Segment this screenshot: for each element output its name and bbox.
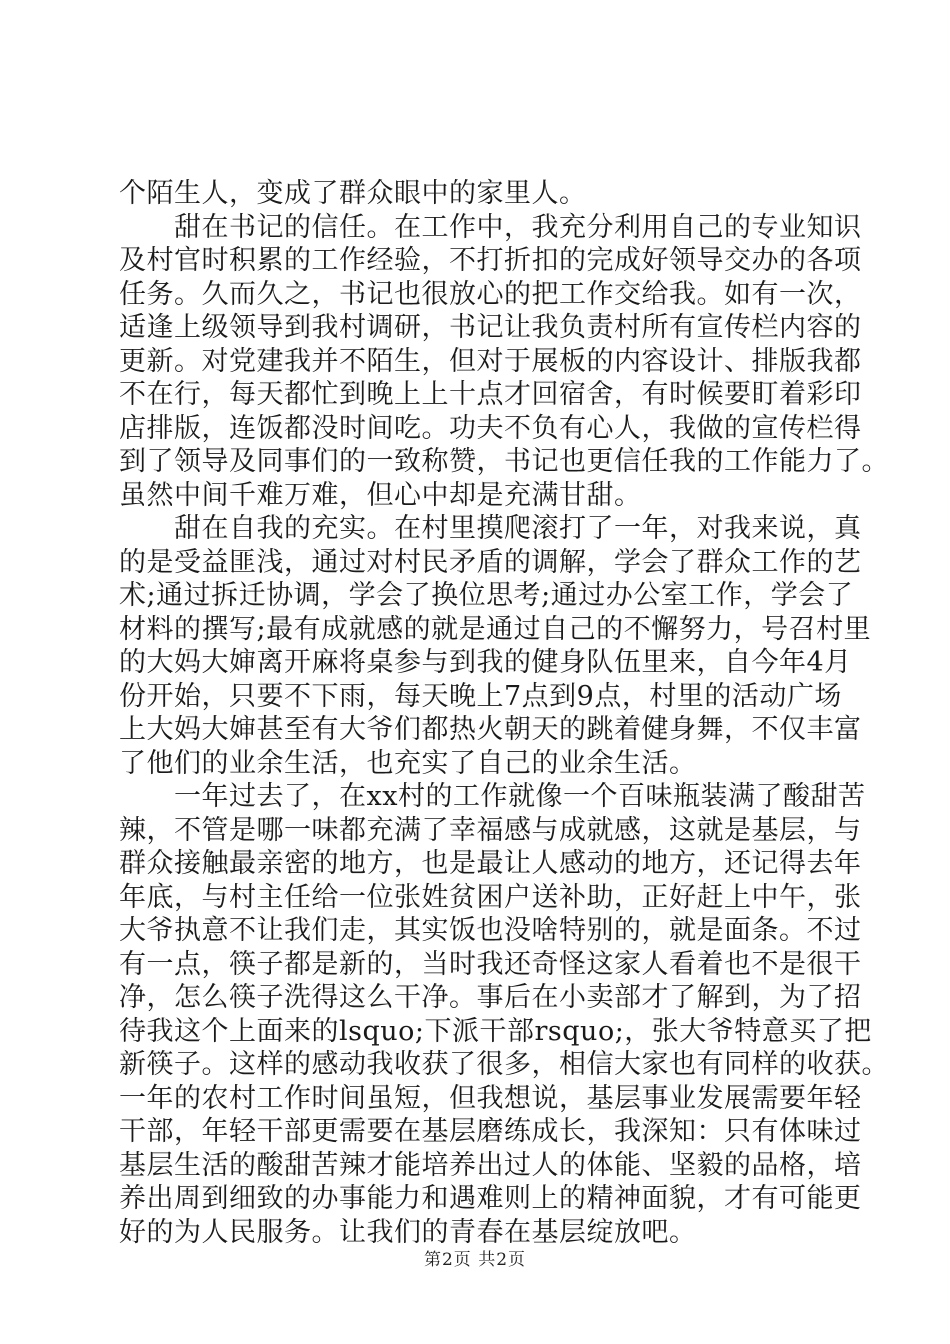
text-line: 待我这个上面来的lsquo;下派干部rsquo;，张大爷特意买了把	[119, 1015, 872, 1047]
text-line: 群众接触最亲密的地方，也是最让人感动的地方，还记得去年	[119, 848, 862, 879]
text-line: 辣，不管是哪一味都充满了幸福感与成就感，这就是基层，与	[119, 814, 862, 846]
text-line: 个陌生人，变成了群众眼中的家里人。	[119, 178, 587, 209]
text-line: 更新。对党建我并不陌生，但对于展板的内容设计、排版我都	[119, 345, 862, 377]
text-line: 不在行，每天都忙到晚上上十点才回宿舍，有时候要盯着彩印	[119, 379, 862, 410]
text-line: 上大妈大婶甚至有大爷们都热火朝天的跳着健身舞，不仅丰富	[119, 714, 862, 745]
text-line: 店排版，连饭都没时间吃。功夫不负有心人，我做的宣传栏得	[119, 412, 862, 444]
text-line: 养出周到细致的办事能力和遇难则上的精神面貌，才有可能更	[119, 1183, 862, 1214]
text-line: 一年的农村工作时间虽短，但我想说，基层事业发展需要年轻	[119, 1082, 862, 1114]
text-line: 术;通过拆迁协调，学会了换位思考;通过办公室工作，学会了	[119, 580, 854, 611]
text-line: 了他们的业余生活，也充实了自己的业余生活。	[119, 747, 697, 779]
text-line: 的大妈大婶离开麻将桌参与到我的健身队伍里来，自今年4月	[119, 647, 852, 678]
text-line: 甜在书记的信任。在工作中，我充分利用自己的专业知识	[119, 211, 862, 243]
text-line: 的是受益匪浅，通过对村民矛盾的调解，学会了群众工作的艺	[119, 546, 862, 578]
text-line: 份开始，只要不下雨，每天晚上7点到9点，村里的活动广场	[119, 680, 842, 712]
text-line: 好的为人民服务。让我们的青春在基层绽放吧。	[119, 1216, 697, 1248]
body-text	[119, 177, 889, 1249]
text-line: 干部，年轻干部更需要在基层磨练成长，我深知：只有体味过	[119, 1116, 862, 1147]
page-number-footer: 第2页 共2页	[423, 1250, 527, 1270]
text-line: 任务。久而久之，书记也很放心的把工作交给我。如有一次，	[119, 278, 862, 310]
text-line: 基层生活的酸甜苦辣才能培养出过人的体能、坚毅的品格，培	[119, 1149, 862, 1181]
text-line: 年底，与村主任给一位张姓贫困户送补助，正好赶上中午，张	[119, 881, 862, 913]
text-line: 材料的撰写;最有成就感的就是通过自己的不懈努力，号召村里	[119, 613, 872, 645]
text-line: 一年过去了，在xx村的工作就像一个百味瓶装满了酸甜苦	[119, 781, 866, 812]
text-line: 新筷子。这样的感动我收获了很多，相信大家也有同样的收获。	[119, 1049, 889, 1080]
text-line: 净，怎么筷子洗得这么干净。事后在小卖部才了解到，为了招	[119, 982, 862, 1013]
text-line: 到了领导及同事们的一致称赞，书记也更信任我的工作能力了。	[119, 446, 889, 477]
text-line: 虽然中间千难万难，但心中却是充满甘甜。	[119, 479, 642, 511]
text-line: 甜在自我的充实。在村里摸爬滚打了一年，对我来说，真	[119, 513, 862, 544]
text-line: 及村官时积累的工作经验，不打折扣的完成好领导交办的各项	[119, 245, 862, 276]
text-line: 适逢上级领导到我村调研，书记让我负责村所有宣传栏内容的	[119, 312, 862, 343]
text-line: 大爷执意不让我们走，其实饭也没啥特别的，就是面条。不过	[119, 915, 862, 946]
text-line: 有一点，筷子都是新的，当时我还奇怪这家人看着也不是很干	[119, 948, 862, 980]
